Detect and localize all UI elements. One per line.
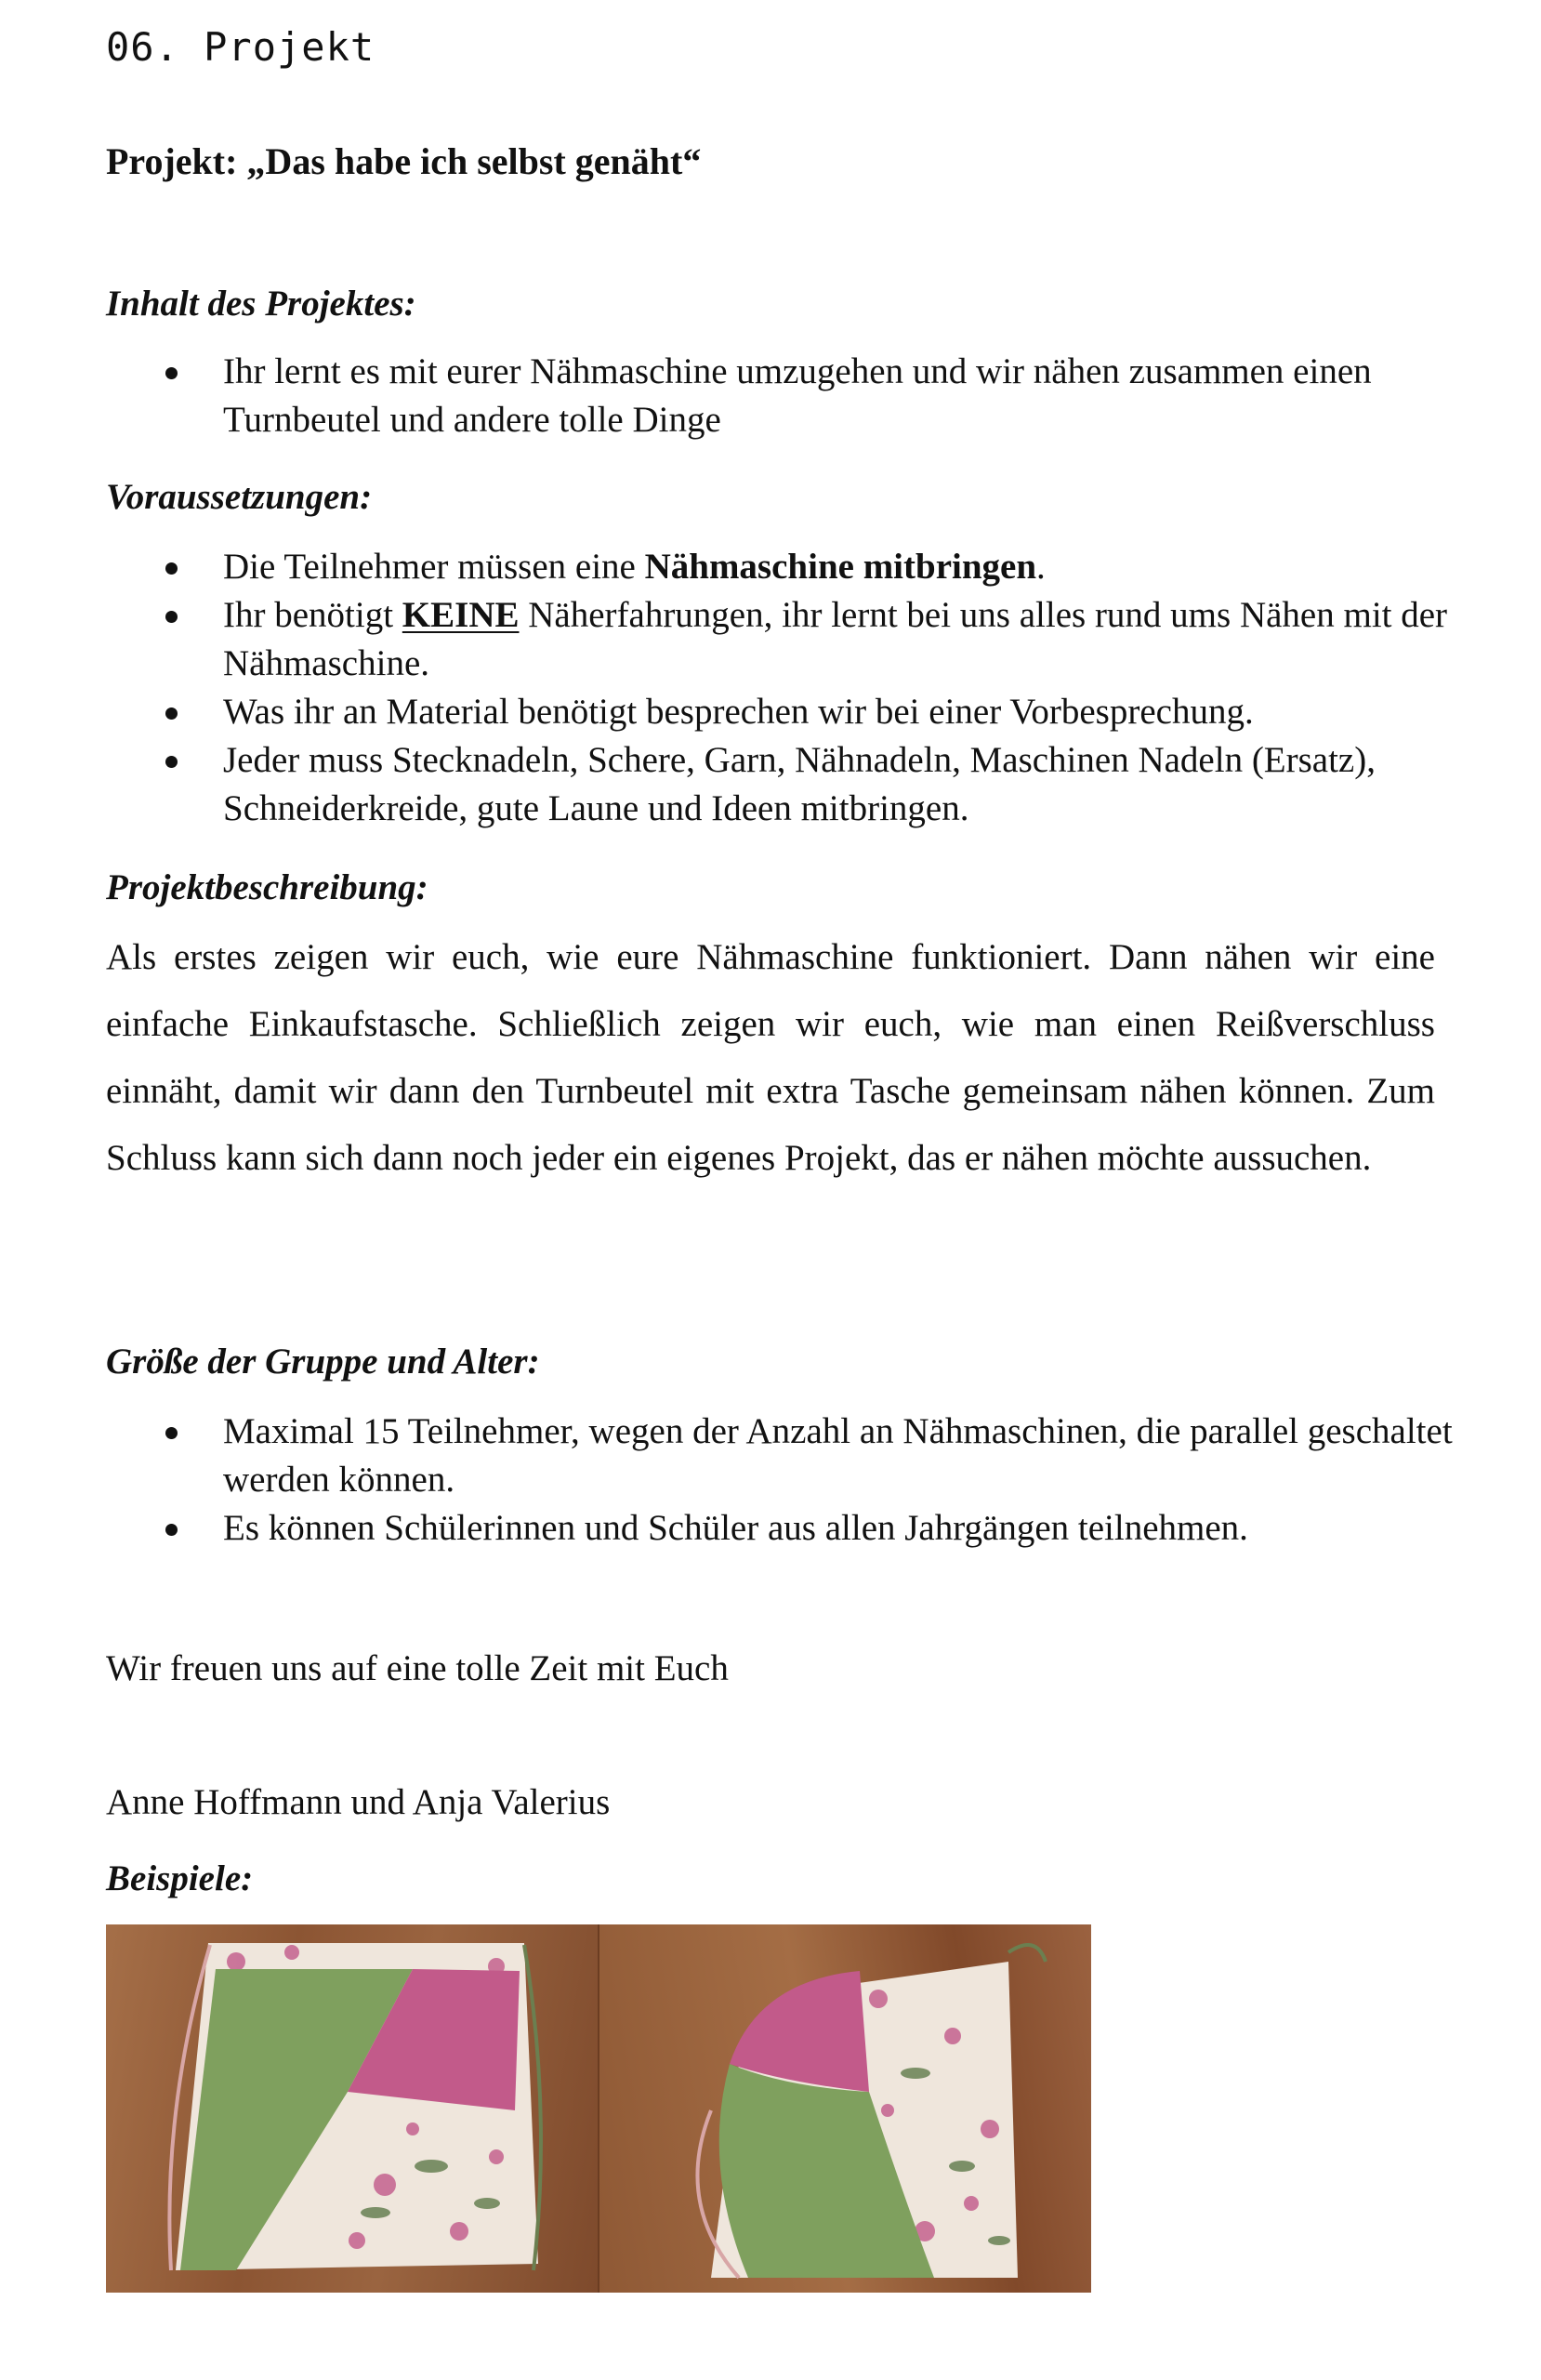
bullet-icon xyxy=(165,756,178,768)
project-number-title: 06. Projekt xyxy=(106,24,375,70)
example-photo-1 xyxy=(106,1924,598,2293)
list-item: Maximal 15 Teilnehmer, wegen der Anzahl an Nähmaschinen, die parallel geschaltet werden können. xyxy=(106,1408,1463,1504)
example-photos xyxy=(106,1924,1091,2293)
bullet-icon xyxy=(165,562,178,575)
example-photo-2 xyxy=(598,1924,1091,2293)
drawstring-bag-2-image xyxy=(599,1924,1091,2293)
heading-gruppe: Größe der Gruppe und Alter: xyxy=(106,1342,540,1382)
list-gruppe xyxy=(106,1408,1463,1553)
heading-voraussetzungen: Voraussetzungen: xyxy=(106,477,373,517)
list-voraussetzungen xyxy=(106,543,1463,833)
bullet-icon xyxy=(165,1427,178,1439)
list-item: Ihr benötigt KEINE Näherfahrungen, ihr lernt bei uns alles rund ums Nähen mit der Nähmaschine. xyxy=(106,591,1463,688)
bullet-icon xyxy=(165,707,178,720)
list-item: Was ihr an Material benötigt besprechen wir bei einer Vorbesprechung. xyxy=(106,688,1463,736)
list-item: Es können Schülerinnen und Schüler aus allen Jahrgängen teilnehmen. xyxy=(106,1504,1463,1553)
list-inhalt xyxy=(106,348,1463,444)
document-title: Projekt: „Das habe ich selbst genäht“ xyxy=(106,140,702,182)
bullet-icon xyxy=(165,1524,178,1536)
heading-projektbeschreibung: Projektbeschreibung: xyxy=(106,867,428,907)
list-item: Die Teilnehmer müssen eine Nähmaschine mitbringen. xyxy=(106,543,1463,591)
drawstring-bag-1-image xyxy=(106,1924,598,2293)
signature-line: Anne Hoffmann und Anja Valerius xyxy=(106,1782,611,1822)
bullet-icon xyxy=(165,367,178,379)
closing-line: Wir freuen uns auf eine tolle Zeit mit Euch xyxy=(106,1648,729,1688)
bullet-icon xyxy=(165,611,178,623)
list-item: Jeder muss Stecknadeln, Schere, Garn, Nähnadeln, Maschinen Nadeln (Ersatz), Schneiderkreide, gute Laune und Ideen mitbringen. xyxy=(106,736,1463,833)
description-paragraph: Als erstes zeigen wir euch, wie eure Nähmaschine funktioniert. Dann nähen wir eine einfache Einkaufstasche. Schließlich zeigen wir euch, wie man einen Reißverschluss einnäht, damit wir dann den Turnbeutel mit extra Tasche gemeinsam nähen können. Zum Schluss kann sich dann noch jeder ein eigenes Projekt, das er nähen möchte aussuchen. xyxy=(106,937,1435,1178)
list-item: Ihr lernt es mit eurer Nähmaschine umzugehen und wir nähen zusammen einen Turnbeutel und andere tolle Dinge xyxy=(106,348,1463,444)
heading-inhalt: Inhalt des Projektes: xyxy=(106,284,416,324)
heading-beispiele: Beispiele: xyxy=(106,1858,254,1898)
